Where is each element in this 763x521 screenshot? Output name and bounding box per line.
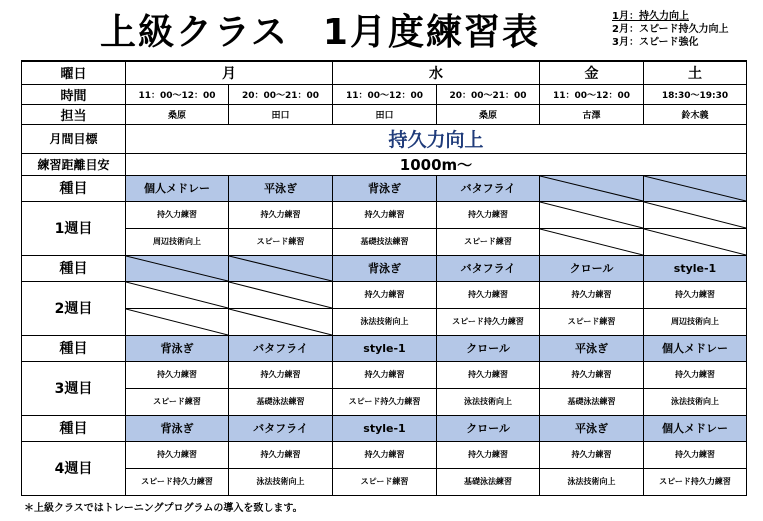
schedule-table [21,60,747,496]
menu-cell: 持久力練習 [229,361,333,388]
menu-cell [540,228,644,255]
time-slot: 11：00〜12：00 [333,84,437,104]
event-cell: バタフライ [229,415,333,441]
coach-name: 桑原 [437,104,540,124]
event-cell: バタフライ [437,255,540,281]
menu-cell: 持久力練習 [540,281,644,308]
footnote: ＊上級クラスではトレーニングプログラムの導入を致します。 [24,503,303,514]
event-cell [229,255,333,281]
menu-cell: スピード持久力練習 [126,468,229,495]
event-cell: style-1 [333,415,437,441]
menu-cell: 持久力練習 [437,361,540,388]
menu-cell: 持久力練習 [437,201,540,228]
label-kind: 種目 [22,335,126,361]
event-cell: クロール [437,415,540,441]
menu-cell: 持久力練習 [333,201,437,228]
menu-cell [126,281,229,308]
time-slot: 11：00〜12：00 [540,84,644,104]
menu-cell: 持久力練習 [333,361,437,388]
monthly-goal: 持久力向上 [126,124,747,153]
menu-cell: 持久力練習 [644,361,747,388]
menu-cell: 持久力練習 [126,361,229,388]
legend-line: 1月：持久力向上 [612,11,689,22]
week-label: 3週目 [22,361,126,415]
menu-cell [644,201,747,228]
menu-cell: 持久力練習 [644,441,747,468]
menu-cell: 持久力練習 [229,201,333,228]
menu-cell: 泳法技術向上 [333,308,437,335]
menu-cell: 持久力練習 [333,281,437,308]
menu-cell: スピード練習 [437,228,540,255]
event-cell [126,255,229,281]
event-cell: クロール [437,335,540,361]
menu-cell: 持久力練習 [437,281,540,308]
menu-cell: 基礎技法練習 [333,228,437,255]
empty-slash [229,282,332,308]
event-cell: 個人メドレー [126,175,229,201]
event-cell: style-1 [644,255,747,281]
menu-cell: 持久力練習 [229,441,333,468]
page-title [100,4,540,55]
week-label: 4週目 [22,441,126,495]
day-header: 金 [540,61,644,84]
menu-cell: 基礎泳法練習 [437,468,540,495]
coach-name: 古澤 [540,104,644,124]
menu-cell: スピード持久力練習 [437,308,540,335]
menu-cell: 持久力練習 [437,441,540,468]
label-weekday: 曜日 [22,61,126,84]
label-goal: 月間目標 [22,124,126,153]
time-slot: 20：00〜21：00 [229,84,333,104]
menu-cell: 周辺技術向上 [644,308,747,335]
week-label: 1週目 [22,201,126,255]
event-cell: バタフライ [229,335,333,361]
menu-cell: 基礎泳法練習 [229,388,333,415]
label-kind: 種目 [22,175,126,201]
menu-cell: 持久力練習 [540,441,644,468]
label-kind: 種目 [22,255,126,281]
menu-cell [126,308,229,335]
coach-name: 鈴木義 [644,104,747,124]
legend-line: 3月：スピード強化 [612,37,699,48]
time-slot: 20：00〜21：00 [437,84,540,104]
menu-cell: 持久力練習 [644,281,747,308]
day-header: 土 [644,61,747,84]
legend-line: 2月：スピード持久力向上 [612,24,729,35]
menu-cell: スピード練習 [333,468,437,495]
menu-cell: 泳法技術向上 [229,468,333,495]
menu-cell: 持久力練習 [333,441,437,468]
day-header: 月 [126,61,333,84]
empty-slash [126,309,228,335]
event-cell: 背泳ぎ [126,415,229,441]
empty-slash [644,202,746,228]
event-cell: 個人メドレー [644,415,747,441]
empty-slash [229,309,332,335]
empty-slash [229,256,332,281]
menu-cell: 泳法技術向上 [644,388,747,415]
time-slot: 11：00〜12：00 [126,84,229,104]
title-class: 上級クラス [100,12,289,53]
menu-cell [229,308,333,335]
event-cell [540,175,644,201]
menu-cell: 持久力練習 [126,201,229,228]
menu-cell: スピード持久力練習 [333,388,437,415]
event-cell: style-1 [333,335,437,361]
event-cell: バタフライ [437,175,540,201]
event-cell: 背泳ぎ [333,175,437,201]
empty-slash [126,282,228,308]
coach-name: 桑原 [126,104,229,124]
label-time: 時間 [22,84,126,104]
empty-slash [540,229,643,255]
empty-slash [126,256,228,281]
label-kind: 種目 [22,415,126,441]
label-coach: 担当 [22,104,126,124]
menu-cell: スピード練習 [229,228,333,255]
menu-cell: 持久力練習 [126,441,229,468]
event-cell: 背泳ぎ [126,335,229,361]
event-cell [644,175,747,201]
menu-cell: スピード練習 [540,308,644,335]
event-cell: 背泳ぎ [333,255,437,281]
menu-cell: 基礎泳法練習 [540,388,644,415]
menu-cell [229,281,333,308]
title-month: 1月度練習表 [322,12,540,53]
week-label: 2週目 [22,281,126,335]
menu-cell [540,201,644,228]
empty-slash [644,229,746,255]
coach-name: 田口 [333,104,437,124]
menu-cell [644,228,747,255]
empty-slash [644,176,746,201]
menu-cell: 泳法技術向上 [540,468,644,495]
event-cell: 平泳ぎ [540,415,644,441]
empty-slash [540,176,643,201]
event-cell: クロール [540,255,644,281]
time-slot: 18:30〜19:30 [644,84,747,104]
menu-cell: スピード練習 [126,388,229,415]
menu-cell: 周辺技術向上 [126,228,229,255]
empty-slash [540,202,643,228]
menu-cell: 泳法技術向上 [437,388,540,415]
practice-distance: 1000m〜 [126,153,747,175]
monthly-goal-legend [612,10,729,49]
event-cell: 平泳ぎ [540,335,644,361]
day-header: 水 [333,61,540,84]
label-distance: 練習距離目安 [22,153,126,175]
event-cell: 平泳ぎ [229,175,333,201]
coach-name: 田口 [229,104,333,124]
menu-cell: スピード持久力練習 [644,468,747,495]
event-cell: 個人メドレー [644,335,747,361]
menu-cell: 持久力練習 [540,361,644,388]
